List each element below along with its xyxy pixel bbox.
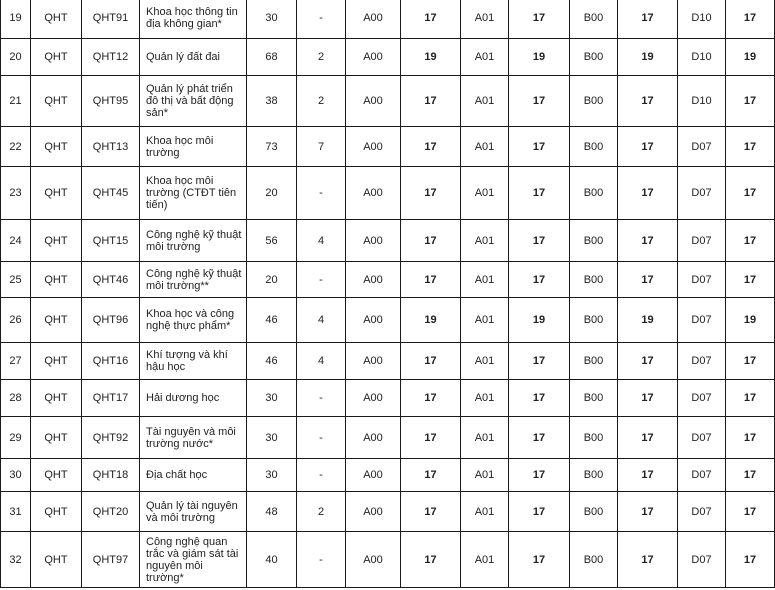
program-code: QHT92	[82, 417, 140, 459]
score-1: 19	[401, 298, 461, 343]
additional-quota: 4	[297, 220, 346, 262]
subject-combo-2: A01	[461, 262, 509, 298]
score-3: 19	[618, 39, 678, 76]
program-name: Công nghệ kỹ thuật môi trường	[140, 220, 247, 262]
score-1: 17	[401, 492, 461, 532]
program-code: QHT91	[82, 0, 140, 39]
subject-combo-4: D07	[678, 167, 726, 220]
quota: 46	[247, 298, 297, 343]
program-name: Quản lý tài nguyên và môi trường	[140, 492, 247, 532]
score-4: 17	[726, 417, 775, 459]
score-1: 17	[401, 220, 461, 262]
program-code: QHT13	[82, 127, 140, 167]
subject-combo-2: A01	[461, 417, 509, 459]
subject-combo-2: A01	[461, 39, 509, 76]
score-4: 17	[726, 459, 775, 492]
score-2: 17	[509, 417, 570, 459]
subject-combo-2: A01	[461, 76, 509, 127]
school-code: QHT	[31, 220, 82, 262]
subject-combo-4: D07	[678, 417, 726, 459]
row-number: 29	[1, 417, 31, 459]
additional-quota: 7	[297, 127, 346, 167]
subject-combo-1: A00	[346, 417, 401, 459]
score-3: 17	[618, 220, 678, 262]
row-number: 30	[1, 459, 31, 492]
score-2: 17	[509, 76, 570, 127]
subject-combo-3: B00	[570, 220, 618, 262]
subject-combo-2: A01	[461, 0, 509, 39]
school-code: QHT	[31, 0, 82, 39]
additional-quota: 4	[297, 343, 346, 380]
subject-combo-4: D07	[678, 262, 726, 298]
program-code: QHT46	[82, 262, 140, 298]
score-2: 17	[509, 343, 570, 380]
table-row	[1, 76, 775, 127]
quota: 30	[247, 459, 297, 492]
quota: 30	[247, 417, 297, 459]
subject-combo-2: A01	[461, 167, 509, 220]
program-name: Quản lý phát triển đô thị và bất động sản*	[140, 76, 247, 127]
table-row	[1, 343, 775, 380]
score-4: 17	[726, 492, 775, 532]
score-1: 17	[401, 459, 461, 492]
score-3: 17	[618, 0, 678, 39]
subject-combo-4: D07	[678, 532, 726, 588]
score-4: 17	[726, 380, 775, 417]
program-code: QHT95	[82, 76, 140, 127]
additional-quota: -	[297, 417, 346, 459]
program-name: Công nghệ kỹ thuật môi trường**	[140, 262, 247, 298]
program-name: Hải dương học	[140, 380, 247, 417]
score-3: 17	[618, 167, 678, 220]
score-4: 17	[726, 167, 775, 220]
table-row	[1, 459, 775, 492]
subject-combo-3: B00	[570, 167, 618, 220]
row-number: 23	[1, 167, 31, 220]
subject-combo-2: A01	[461, 127, 509, 167]
subject-combo-1: A00	[346, 298, 401, 343]
score-2: 17	[509, 0, 570, 39]
subject-combo-3: B00	[570, 459, 618, 492]
school-code: QHT	[31, 417, 82, 459]
subject-combo-3: B00	[570, 298, 618, 343]
row-number: 28	[1, 380, 31, 417]
subject-combo-4: D07	[678, 380, 726, 417]
subject-combo-4: D07	[678, 459, 726, 492]
subject-combo-3: B00	[570, 0, 618, 39]
program-code: QHT96	[82, 298, 140, 343]
score-4: 17	[726, 262, 775, 298]
quota: 20	[247, 167, 297, 220]
program-name: Khoa học môi trường	[140, 127, 247, 167]
score-3: 17	[618, 127, 678, 167]
quota: 68	[247, 39, 297, 76]
subject-combo-2: A01	[461, 459, 509, 492]
score-3: 17	[618, 417, 678, 459]
score-3: 17	[618, 343, 678, 380]
subject-combo-2: A01	[461, 380, 509, 417]
score-2: 17	[509, 492, 570, 532]
score-1: 17	[401, 262, 461, 298]
school-code: QHT	[31, 39, 82, 76]
quota: 30	[247, 0, 297, 39]
additional-quota: -	[297, 459, 346, 492]
table-row	[1, 220, 775, 262]
row-number: 31	[1, 492, 31, 532]
score-3: 17	[618, 459, 678, 492]
score-2: 17	[509, 262, 570, 298]
score-1: 17	[401, 380, 461, 417]
subject-combo-4: D07	[678, 343, 726, 380]
score-2: 17	[509, 167, 570, 220]
subject-combo-1: A00	[346, 492, 401, 532]
subject-combo-3: B00	[570, 380, 618, 417]
subject-combo-1: A00	[346, 39, 401, 76]
program-code: QHT97	[82, 532, 140, 588]
additional-quota: -	[297, 380, 346, 417]
subject-combo-3: B00	[570, 343, 618, 380]
table-row	[1, 262, 775, 298]
score-2: 17	[509, 380, 570, 417]
score-2: 17	[509, 459, 570, 492]
program-name: Công nghệ quan trắc và giám sát tài nguyên môi trường*	[140, 532, 247, 588]
program-name: Khoa học thông tin địa không gian*	[140, 0, 247, 39]
score-3: 17	[618, 492, 678, 532]
subject-combo-1: A00	[346, 459, 401, 492]
score-3: 17	[618, 76, 678, 127]
subject-combo-3: B00	[570, 262, 618, 298]
score-4: 19	[726, 298, 775, 343]
score-1: 17	[401, 127, 461, 167]
subject-combo-2: A01	[461, 492, 509, 532]
score-3: 17	[618, 380, 678, 417]
quota: 38	[247, 76, 297, 127]
table-row	[1, 0, 775, 39]
additional-quota: -	[297, 0, 346, 39]
subject-combo-3: B00	[570, 492, 618, 532]
score-4: 17	[726, 532, 775, 588]
school-code: QHT	[31, 298, 82, 343]
school-code: QHT	[31, 343, 82, 380]
quota: 46	[247, 343, 297, 380]
subject-combo-4: D07	[678, 492, 726, 532]
score-4: 17	[726, 127, 775, 167]
school-code: QHT	[31, 380, 82, 417]
program-name: Tài nguyên và môi trường nước*	[140, 417, 247, 459]
program-name: Địa chất học	[140, 459, 247, 492]
subject-combo-3: B00	[570, 127, 618, 167]
row-number: 25	[1, 262, 31, 298]
quota: 30	[247, 380, 297, 417]
program-name: Khí tượng và khí hậu học	[140, 343, 247, 380]
subject-combo-4: D10	[678, 0, 726, 39]
score-1: 17	[401, 343, 461, 380]
score-2: 19	[509, 298, 570, 343]
school-code: QHT	[31, 532, 82, 588]
subject-combo-3: B00	[570, 76, 618, 127]
quota: 73	[247, 127, 297, 167]
score-1: 17	[401, 167, 461, 220]
subject-combo-3: B00	[570, 39, 618, 76]
subject-combo-1: A00	[346, 532, 401, 588]
additional-quota: -	[297, 532, 346, 588]
table-row	[1, 417, 775, 459]
subject-combo-3: B00	[570, 417, 618, 459]
row-number: 24	[1, 220, 31, 262]
score-1: 17	[401, 0, 461, 39]
subject-combo-2: A01	[461, 298, 509, 343]
quota: 48	[247, 492, 297, 532]
score-2: 17	[509, 220, 570, 262]
additional-quota: -	[297, 167, 346, 220]
program-code: QHT45	[82, 167, 140, 220]
additional-quota: 4	[297, 298, 346, 343]
score-1: 19	[401, 39, 461, 76]
table-row	[1, 532, 775, 588]
row-number: 20	[1, 39, 31, 76]
score-1: 17	[401, 532, 461, 588]
row-number: 19	[1, 0, 31, 39]
program-code: QHT17	[82, 380, 140, 417]
additional-quota: -	[297, 262, 346, 298]
program-name: Khoa học môi trường (CTĐT tiên tiến)	[140, 167, 247, 220]
table-row	[1, 127, 775, 167]
additional-quota: 2	[297, 39, 346, 76]
program-name: Quản lý đất đai	[140, 39, 247, 76]
score-2: 17	[509, 532, 570, 588]
subject-combo-4: D07	[678, 220, 726, 262]
row-number: 27	[1, 343, 31, 380]
score-3: 19	[618, 298, 678, 343]
quota: 20	[247, 262, 297, 298]
additional-quota: 2	[297, 492, 346, 532]
row-number: 22	[1, 127, 31, 167]
subject-combo-4: D10	[678, 39, 726, 76]
additional-quota: 2	[297, 76, 346, 127]
program-code: QHT15	[82, 220, 140, 262]
subject-combo-1: A00	[346, 76, 401, 127]
score-3: 17	[618, 532, 678, 588]
program-code: QHT16	[82, 343, 140, 380]
score-2: 17	[509, 127, 570, 167]
subject-combo-2: A01	[461, 532, 509, 588]
subject-combo-1: A00	[346, 380, 401, 417]
subject-combo-1: A00	[346, 0, 401, 39]
table-row	[1, 167, 775, 220]
school-code: QHT	[31, 459, 82, 492]
score-2: 19	[509, 39, 570, 76]
subject-combo-4: D07	[678, 127, 726, 167]
score-4: 17	[726, 76, 775, 127]
table-row	[1, 492, 775, 532]
program-code: QHT18	[82, 459, 140, 492]
subject-combo-4: D10	[678, 76, 726, 127]
school-code: QHT	[31, 262, 82, 298]
score-3: 17	[618, 262, 678, 298]
row-number: 21	[1, 76, 31, 127]
score-4: 19	[726, 39, 775, 76]
program-code: QHT12	[82, 39, 140, 76]
quota: 56	[247, 220, 297, 262]
school-code: QHT	[31, 167, 82, 220]
subject-combo-1: A00	[346, 343, 401, 380]
school-code: QHT	[31, 76, 82, 127]
subject-combo-1: A00	[346, 220, 401, 262]
score-1: 17	[401, 76, 461, 127]
program-name: Khoa học và công nghệ thực phẩm*	[140, 298, 247, 343]
row-number: 32	[1, 532, 31, 588]
subject-combo-1: A00	[346, 167, 401, 220]
subject-combo-2: A01	[461, 343, 509, 380]
school-code: QHT	[31, 127, 82, 167]
score-4: 17	[726, 220, 775, 262]
score-4: 17	[726, 343, 775, 380]
subject-combo-3: B00	[570, 532, 618, 588]
score-4: 17	[726, 0, 775, 39]
table-row	[1, 298, 775, 343]
table-body	[1, 0, 775, 588]
score-1: 17	[401, 417, 461, 459]
school-code: QHT	[31, 492, 82, 532]
table-row	[1, 380, 775, 417]
quota: 40	[247, 532, 297, 588]
subject-combo-2: A01	[461, 220, 509, 262]
subject-combo-1: A00	[346, 127, 401, 167]
subject-combo-1: A00	[346, 262, 401, 298]
program-code: QHT20	[82, 492, 140, 532]
table-row	[1, 39, 775, 76]
row-number: 26	[1, 298, 31, 343]
subject-combo-4: D07	[678, 298, 726, 343]
